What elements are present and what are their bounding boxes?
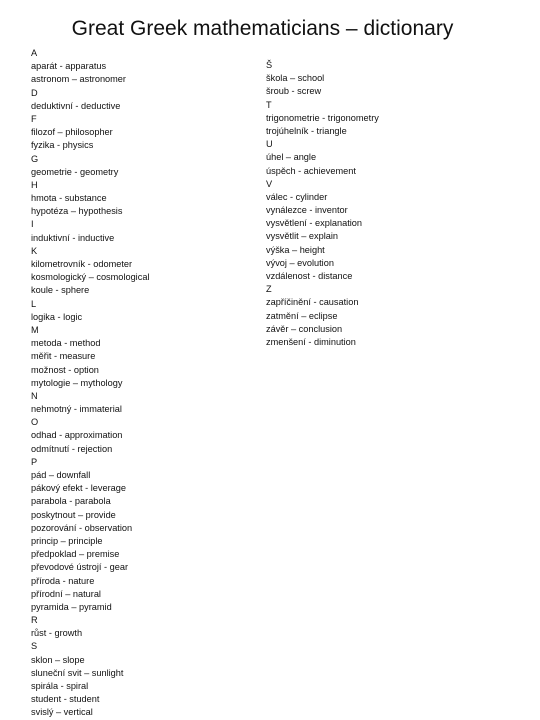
dictionary-entry: fyzika - physics <box>31 140 94 151</box>
section-letter: U <box>266 139 273 150</box>
dictionary-entry: růst - growth <box>31 628 83 639</box>
section-letter: N <box>31 390 38 401</box>
section-letter: R <box>31 615 38 626</box>
section-letter: V <box>266 178 273 189</box>
dictionary-entry: astronom – astronomer <box>31 74 126 85</box>
dictionary-entry: kilometrovník - odometer <box>31 259 133 269</box>
section-letter: H <box>31 179 38 190</box>
dictionary-entry: přírodní – natural <box>31 588 101 599</box>
dictionary-entry: odhad - approximation <box>31 430 123 441</box>
dictionary-entry: pozorování - observation <box>31 522 133 533</box>
dictionary-entry: sluneční svit – sunlight <box>31 667 124 678</box>
dictionary-entry: spirála - spiral <box>31 681 89 691</box>
dictionary-entry: svislý – vertical <box>31 707 93 718</box>
section-letter: O <box>31 417 39 428</box>
dictionary-entry: pákový efekt - leverage <box>31 483 126 494</box>
section-letter: G <box>31 153 39 164</box>
dictionary-entry: výška – height <box>266 244 325 255</box>
dictionary-entry: závěr – conclusion <box>266 323 343 334</box>
section-letter: L <box>31 298 37 309</box>
dictionary-entry: příroda - nature <box>31 575 95 586</box>
dictionary-entry: zmenšení - diminution <box>266 336 356 347</box>
section-letter: F <box>31 113 37 124</box>
dictionary-entry: trigonometrie - trigonometry <box>266 112 379 123</box>
section-letter: T <box>266 99 272 110</box>
dictionary-entry: aparát - apparatus <box>31 61 107 72</box>
dictionary-entry: úspěch - achievement <box>266 165 356 176</box>
dictionary-entry: válec - cylinder <box>266 191 328 202</box>
dictionary-entry: induktivní - inductive <box>31 232 115 243</box>
dictionary-entry: kosmologický – cosmological <box>31 272 150 283</box>
dictionary-entry: vývoj – evolution <box>266 257 334 268</box>
dictionary-entry: zatmění – eclipse <box>266 310 338 321</box>
section-letter: D <box>31 87 38 98</box>
dictionary-entry: logika - logic <box>31 311 83 322</box>
dictionary-entry: zapříčinění - causation <box>266 297 359 308</box>
dictionary-entry: vzdálenost - distance <box>266 271 353 281</box>
dictionary-entry: hypotéza – hypothesis <box>31 206 123 217</box>
dictionary-entry: metoda - method <box>31 338 101 349</box>
dictionary-entry: vysvětlení - explanation <box>266 218 363 229</box>
page-title: Great Greek mathematicians – dictionary <box>71 17 454 40</box>
dictionary-entry: možnost - option <box>31 364 99 375</box>
dictionary-entry: koule - sphere <box>31 285 90 296</box>
dictionary-column-left <box>31 47 149 720</box>
dictionary-entry: parabola - parabola <box>31 496 111 507</box>
section-letter: P <box>31 456 38 467</box>
dictionary-entry: odmítnutí - rejection <box>31 443 113 454</box>
dictionary-entry: pád – downfall <box>31 470 91 480</box>
dictionary-entry: pyramida – pyramid <box>31 601 112 612</box>
dictionary-entry: vysvětlit – explain <box>266 231 339 242</box>
dictionary-entry: hmota - substance <box>31 193 107 204</box>
dictionary-entry: sklon – slope <box>31 654 85 665</box>
dictionary-entry: šroub - screw <box>266 86 322 97</box>
dictionary-entry: poskytnout – provide <box>31 509 116 520</box>
dictionary-entry: trojúhelník - triangle <box>266 125 347 136</box>
dictionary-entry: měřit - measure <box>31 351 96 362</box>
section-letter: I <box>31 219 34 230</box>
dictionary-entry: úhel – angle <box>266 152 317 163</box>
dictionary-entry: nehmotný - immaterial <box>31 404 122 415</box>
dictionary-entry: deduktivní - deductive <box>31 100 121 111</box>
dictionary-entry: předpoklad – premise <box>31 549 120 560</box>
section-letter: Z <box>266 284 272 295</box>
section-letter: S <box>31 641 38 652</box>
dictionary-entry: převodové ústrojí - gear <box>31 562 129 573</box>
dictionary-entry: geometrie - geometry <box>31 166 119 177</box>
section-letter: Š <box>266 60 273 70</box>
dictionary-column-right <box>266 59 379 349</box>
dictionary-entry: filozof – philosopher <box>31 127 113 138</box>
dictionary-entry: princip – principle <box>31 535 103 546</box>
dictionary-entry: vynálezce - inventor <box>266 205 348 216</box>
dictionary-entry: mytologie – mythology <box>31 377 123 388</box>
section-letter: M <box>31 324 39 335</box>
dictionary-entry: student - student <box>31 694 100 705</box>
section-letter: A <box>31 48 38 58</box>
section-letter: K <box>31 245 38 256</box>
dictionary-entry: škola – school <box>266 73 325 84</box>
